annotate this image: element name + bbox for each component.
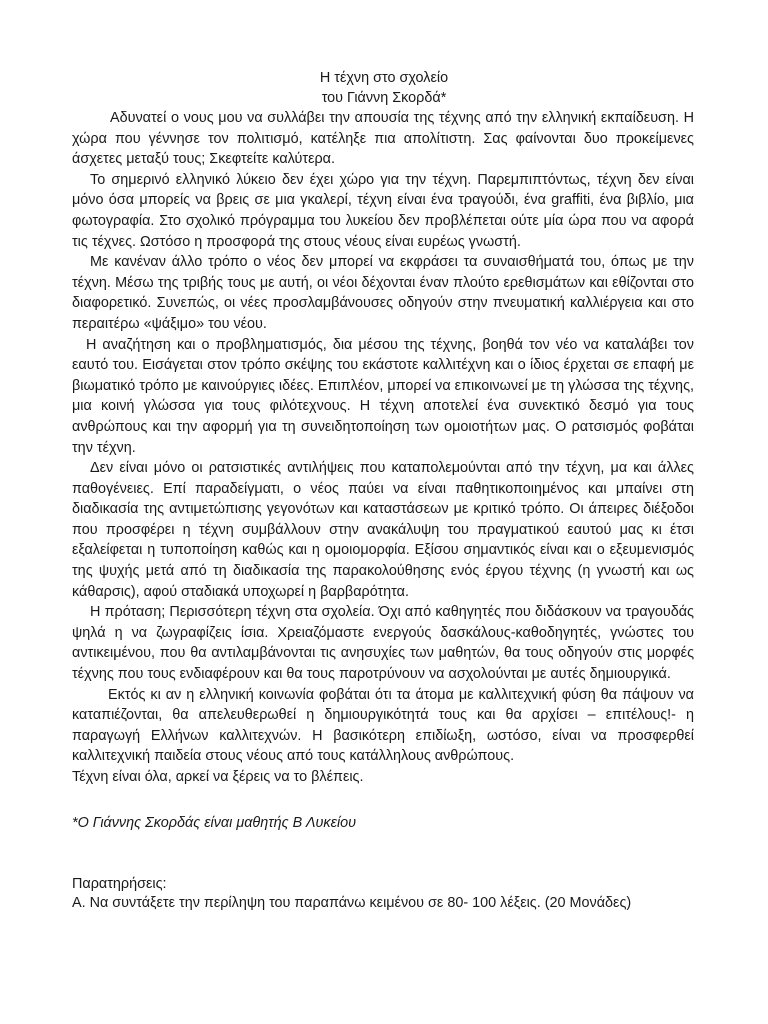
document-body — [72, 108, 694, 788]
document-title: Η τέχνη στο σχολείο — [319, 70, 449, 86]
paragraph: Αδυνατεί ο νους μου να συλλάβει την απουσία της τέχνης από την ελληνική εκπαίδευση. Η χώρα που γέννησε τον πολιτισμό, κατέληξε πια απολίτιστη. Σας φαίνονται δυο προκείμενες άσχετες μεταξύ τους; Σκεφτείτε καλύτερα. — [72, 110, 694, 168]
paragraph: Εκτός κι αν η ελληνική κοινωνία φοβάται ότι τα άτομα με καλλιτεχνική φύση θα πάψουν να καταπιέζονται, θα απελευθερωθεί η δημιουργικότητά τους και θα αρχίσει – επιτέλους!- η παραγωγή Ελλήνων καλλιτεχνών. Η βασικότερη επιδίωξη, ωστόσο, είναι να προσφερθεί καλλιτεχνική παιδεία στους νέους από τους κατάλληλους ανθρώπους. — [72, 686, 694, 765]
document-author-line: του Γιάννη Σκορδά* — [321, 90, 447, 106]
closing-line: Τέχνη είναι όλα, αρκεί να ξέρεις να το βλέπεις. — [72, 769, 364, 785]
paragraph: Η αναζήτηση και ο προβληματισμός, δια μέσου της τέχνης, βοηθά τον νέο να καταλάβει τον εαυτό του. Εισάγεται στον τρόπο σκέψης του εκάστοτε καλλιτέχνη και ο ίδιος έρχεται σε επαφή με βιωματικό τρόπο με καινούργιες ιδέες. Επιπλέον, μπορεί να επικοινωνεί με τη γλώσσα της τέχνης, μια κοινή γλώσσα για τους φιλότεχνους. Η τέχνη αποτελεί ένα συνεκτικό δεσμό για τους ανθρώπους και την αφορμή για τη συνειδητοποίηση των ομοιοτήτων μας. Ο ρατσισμός φοβάται την τέχνη. — [72, 336, 694, 456]
paragraph: Η πρόταση; Περισσότερη τέχνη στα σχολεία. Όχι από καθηγητές που διδάσκουν να τραγουδάς ψηλά η να ζωγραφίζεις ίσια. Χρειαζόμαστε ενεργούς δασκάλους-καθοδηγητές, γνώστες του αντικειμένου, που θα αντιλαμβάνονται τις ανησυχίες των μαθητών, θα τους οδηγούν στις μορφές τέχνης που τους ενδιαφέρουν και θα τους παροτρύνουν να ασχολούνται με αυτές δημιουργικά. — [72, 604, 694, 683]
paragraph: Το σημερινό ελληνικό λύκειο δεν έχει χώρο για την τέχνη. Παρεμπιπτόντως, τέχνη δεν είναι μόνο όσα μπορείς να βρεις σε μια γκαλερί, τέχνη είναι ένα τραγούδι, ένα graffiti, ένα βιβλίο, μια φωτογραφία. Στο σχολικό πρόγραμμα του λυκείου δεν προβλέπεται ούτε μία ώρα που να αφορά τις τέχνες. Ωστόσο η προσφορά της στους νέους είναι ευρέως γνωστή. — [72, 171, 694, 250]
exercise-question: Α. Να συντάξετε την περίληψη του παραπάνω κειμένου σε 80- 100 λέξεις. (20 Μονάδες) — [72, 895, 632, 911]
paragraph: Με κανέναν άλλο τρόπο ο νέος δεν μπορεί να εκφράσει τα συναισθήματά του, όπως με την τέχνη. Μέσω της τριβής τους με αυτή, οι νέοι δέχονται έναν πλούτο ερεθισμάτων και εθίζονται στο διαφορετικό. Συνεπώς, οι νέες προσλαμβάνουσες οδηγούν στην πνευματική καλλιέργεια και στο περαιτέρω «ψάξιμο» του νέου. — [72, 254, 694, 332]
remarks-label: Παρατηρήσεις: — [72, 876, 167, 892]
paragraph: Δεν είναι μόνο οι ρατσιστικές αντιλήψεις που καταπολεμούνται από την τέχνη, μα και άλλες παθογένειες. Επί παραδείγματι, ο νέος παύει να είναι παθητικοποιημένος και μπαίνει στη διαδικασία της αντιμετώπισης γεγονότων και καταστάσεων με κριτικό τρόπο. Οι άπειρες διέξοδοι που προσφέρει η τέχνη συμβάλλουν στην ανακάλυψη του πραγματικού εαυτού μας κι έτσι εξαλείφεται η τυποποίηση καθώς και η ομοιομορφία. Εξίσου σημαντικός είναι και ο εξευμενισμός της ψυχής μετά από τη διαδικασία της παρακολούθησης ενός έργου τέχνης (η γνωστή και ως κάθαρσις), αφού σταδιακά υποχωρεί η βαρβαρότητα. — [72, 460, 694, 600]
author-footnote: *Ο Γιάννης Σκορδάς είναι μαθητής Β Λυκείου — [72, 815, 357, 831]
